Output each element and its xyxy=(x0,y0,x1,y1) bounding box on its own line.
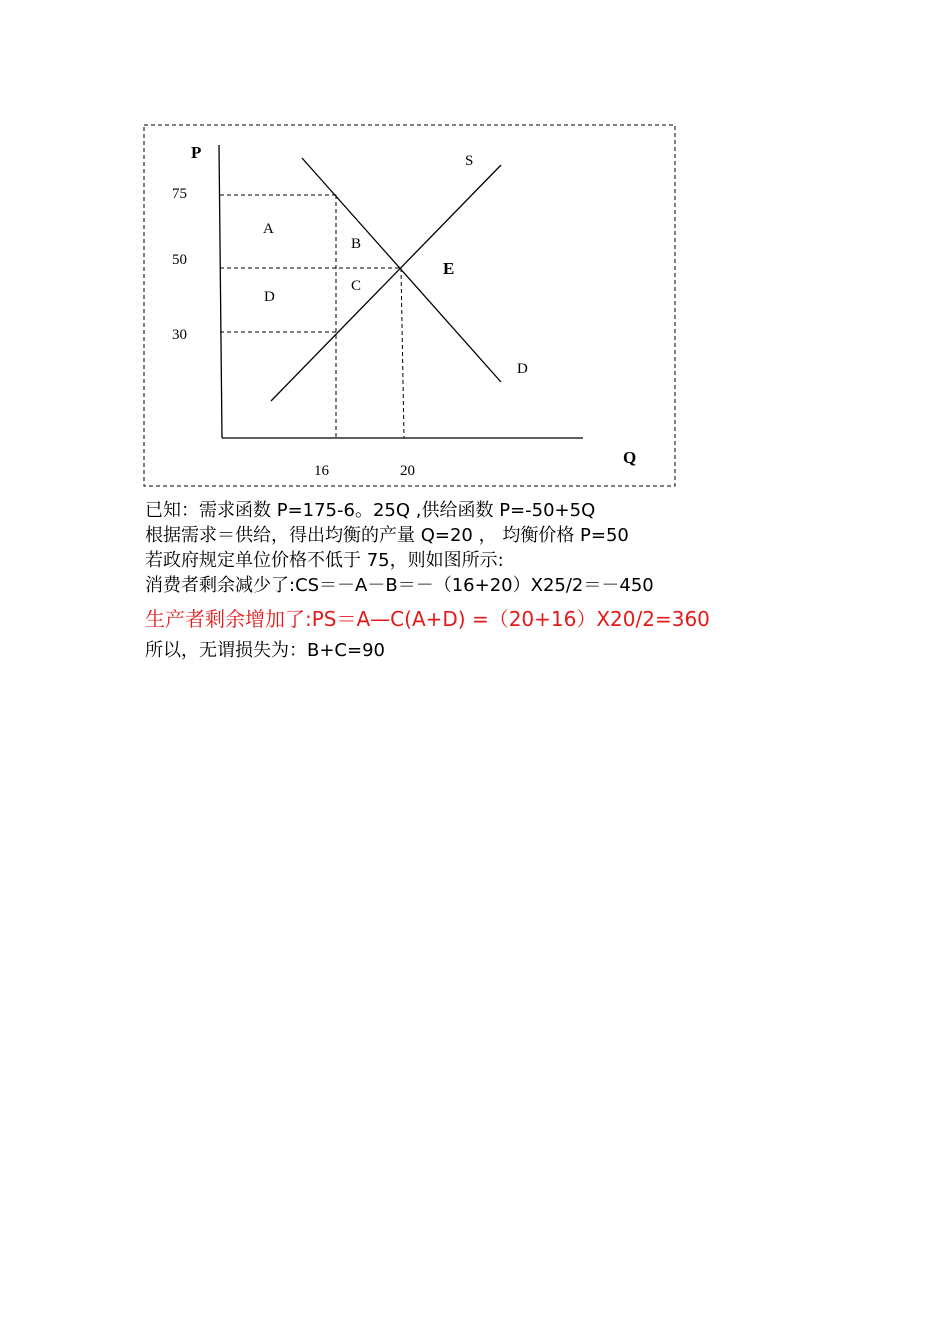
demand-label: D xyxy=(517,361,528,377)
explanation-text xyxy=(145,498,905,663)
quantity-20-guide xyxy=(401,268,404,438)
region-b-label: B xyxy=(351,236,362,252)
known-functions-line: 已知：需求函数 P=175-6。25Q ,供给函数 P=-50+5Q xyxy=(145,500,596,521)
supply-label: S xyxy=(465,153,474,169)
equilibrium-label: E xyxy=(443,259,455,278)
price-tick-50: 50 xyxy=(172,252,187,268)
price-floor-line: 若政府规定单位价格不低于 75，则如图所示: xyxy=(145,550,504,571)
quantity-tick-16: 16 xyxy=(314,463,329,479)
producer-surplus-line: 生产者剩余增加了:PS＝A—C(A+D) =（20+16）X20/2=360 xyxy=(145,607,710,631)
region-c-label: C xyxy=(351,278,362,294)
supply-curve xyxy=(271,165,501,401)
price-axis-label: P xyxy=(191,143,202,162)
price-tick-75: 75 xyxy=(172,186,187,202)
region-a-label: A xyxy=(263,221,274,237)
region-d-label: D xyxy=(264,289,275,305)
supply-demand-diagram xyxy=(0,0,950,500)
quantity-axis-label: Q xyxy=(623,448,637,467)
quantity-tick-20: 20 xyxy=(400,463,415,479)
price-axis xyxy=(219,145,222,438)
equilibrium-line: 根据需求＝供给，得出均衡的产量 Q=20 ， 均衡价格 P=50 xyxy=(145,525,629,546)
consumer-surplus-line: 消费者剩余减少了:CS＝－A－B＝－（16+20）X25/2＝－450 xyxy=(145,575,654,596)
deadweight-loss-line: 所以，无谓损失为：B+C=90 xyxy=(145,640,385,661)
price-tick-30: 30 xyxy=(172,327,187,343)
diagram-frame xyxy=(144,125,675,486)
